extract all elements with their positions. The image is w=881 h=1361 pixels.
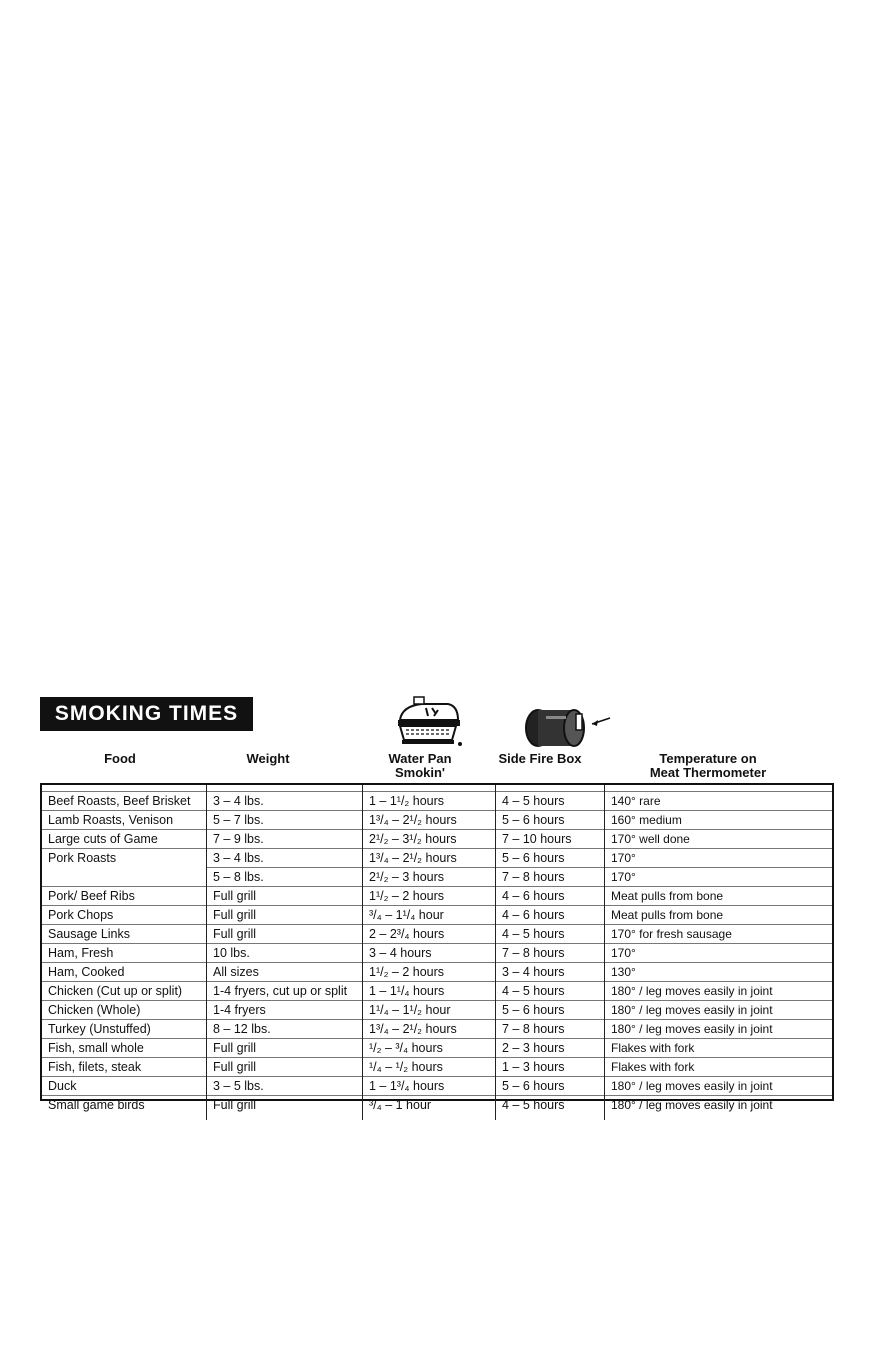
cell-weight: 3 – 4 lbs. bbox=[207, 792, 363, 811]
cell-food: Pork Chops bbox=[42, 906, 207, 925]
table-row bbox=[42, 925, 832, 944]
cell-food: Large cuts of Game bbox=[42, 830, 207, 849]
smoking-times-table bbox=[40, 783, 834, 1112]
cell-temp: Flakes with fork bbox=[605, 1039, 833, 1058]
water-pan-smoker-icon bbox=[392, 694, 464, 750]
cell-food bbox=[42, 868, 207, 887]
cell-temp: 180° / leg moves easily in joint bbox=[605, 1096, 833, 1115]
header-water-pan bbox=[370, 752, 470, 780]
cell-food: Ham, Fresh bbox=[42, 944, 207, 963]
header-temperature-line2: Meat Thermometer bbox=[649, 765, 767, 780]
table-row bbox=[42, 849, 832, 868]
header-water-pan-line1: Water Pan bbox=[388, 751, 452, 766]
cell-weight: 7 – 9 lbs. bbox=[207, 830, 363, 849]
header-food: Food bbox=[104, 751, 136, 766]
cell-temp: Meat pulls from bone bbox=[605, 906, 833, 925]
cell-food: Pork/ Beef Ribs bbox=[42, 887, 207, 906]
cell-water: 1 – 1³/₄ hours bbox=[363, 1077, 496, 1096]
cell-side: 2 – 3 hours bbox=[496, 1039, 605, 1058]
cell-temp: Flakes with fork bbox=[605, 1058, 833, 1077]
cell-food: Duck bbox=[42, 1077, 207, 1096]
cell-water: 2¹/₂ – 3¹/₂ hours bbox=[363, 830, 496, 849]
cell-weight: 3 – 5 lbs. bbox=[207, 1077, 363, 1096]
cell-weight: 10 lbs. bbox=[207, 944, 363, 963]
table-row bbox=[42, 1077, 832, 1096]
table-row bbox=[42, 944, 832, 963]
cell-weight: 5 – 8 lbs. bbox=[207, 868, 363, 887]
table-row bbox=[42, 1020, 832, 1039]
table-row bbox=[42, 792, 832, 811]
table-row bbox=[42, 982, 832, 1001]
cell-food: Chicken (Whole) bbox=[42, 1001, 207, 1020]
cell-weight: Full grill bbox=[207, 1058, 363, 1077]
cell-side: 4 – 5 hours bbox=[496, 1096, 605, 1115]
side-fire-box-icon bbox=[522, 706, 612, 750]
cell-temp: 180° / leg moves easily in joint bbox=[605, 1020, 833, 1039]
cell-weight: Full grill bbox=[207, 1039, 363, 1058]
cell-food: Sausage Links bbox=[42, 925, 207, 944]
table-row bbox=[42, 1039, 832, 1058]
cell-side: 5 – 6 hours bbox=[496, 849, 605, 868]
table-row bbox=[42, 963, 832, 982]
cell-side: 7 – 8 hours bbox=[496, 1020, 605, 1039]
table-row bbox=[42, 868, 832, 887]
cell-weight: 1-4 fryers bbox=[207, 1001, 363, 1020]
cell-side: 7 – 8 hours bbox=[496, 944, 605, 963]
cell-temp: 170° bbox=[605, 944, 833, 963]
cell-temp: 180° / leg moves easily in joint bbox=[605, 982, 833, 1001]
cell-side: 7 – 8 hours bbox=[496, 868, 605, 887]
cell-side: 4 – 5 hours bbox=[496, 925, 605, 944]
cell-temp: 160° medium bbox=[605, 811, 833, 830]
header-temperature-line1: Temperature on bbox=[659, 751, 757, 766]
cell-weight: All sizes bbox=[207, 963, 363, 982]
table-row bbox=[42, 830, 832, 849]
cell-weight: Full grill bbox=[207, 906, 363, 925]
cell-water: 2¹/₂ – 3 hours bbox=[363, 868, 496, 887]
cell-water: ³/₄ – 1 hour bbox=[363, 1096, 496, 1115]
cell-water: 1¹/₂ – 2 hours bbox=[363, 887, 496, 906]
cell-water: ¹/₂ – ³/₄ hours bbox=[363, 1039, 496, 1058]
table-bottom-padding bbox=[42, 1114, 832, 1120]
cell-temp: 170° well done bbox=[605, 830, 833, 849]
cell-food: Chicken (Cut up or split) bbox=[42, 982, 207, 1001]
cell-side: 4 – 5 hours bbox=[496, 982, 605, 1001]
cell-water: 1 – 1¹/₄ hours bbox=[363, 982, 496, 1001]
cell-food: Beef Roasts, Beef Brisket bbox=[42, 792, 207, 811]
header-weight: Weight bbox=[246, 751, 290, 766]
cell-weight: 3 – 4 lbs. bbox=[207, 849, 363, 868]
cell-weight: Full grill bbox=[207, 925, 363, 944]
cell-temp: 170° bbox=[605, 868, 833, 887]
header-water-pan-line2: Smokin' bbox=[394, 765, 446, 780]
cell-weight: Full grill bbox=[207, 887, 363, 906]
cell-weight: 1-4 fryers, cut up or split bbox=[207, 982, 363, 1001]
table-row bbox=[42, 1001, 832, 1020]
table-row bbox=[42, 811, 832, 830]
cell-temp: Meat pulls from bone bbox=[605, 887, 833, 906]
cell-water: 1¹/₄ – 1¹/₂ hour bbox=[363, 1001, 496, 1020]
cell-water: 1³/₄ – 2¹/₂ hours bbox=[363, 849, 496, 868]
cell-food: Fish, small whole bbox=[42, 1039, 207, 1058]
cell-water: ¹/₄ – ¹/₂ hours bbox=[363, 1058, 496, 1077]
smoking-times-banner: SMOKING TIMES bbox=[40, 697, 253, 731]
cell-side: 5 – 6 hours bbox=[496, 811, 605, 830]
cell-temp: 170° for fresh sausage bbox=[605, 925, 833, 944]
cell-side: 4 – 6 hours bbox=[496, 887, 605, 906]
cell-temp: 180° / leg moves easily in joint bbox=[605, 1001, 833, 1020]
cell-temp: 130° bbox=[605, 963, 833, 982]
cell-food: Fish, filets, steak bbox=[42, 1058, 207, 1077]
cell-water: 1³/₄ – 2¹/₂ hours bbox=[363, 1020, 496, 1039]
cell-food: Turkey (Unstuffed) bbox=[42, 1020, 207, 1039]
table-row bbox=[42, 1096, 832, 1115]
cell-side: 5 – 6 hours bbox=[496, 1077, 605, 1096]
cell-food: Pork Roasts bbox=[42, 849, 207, 868]
cell-water: 2 – 2³/₄ hours bbox=[363, 925, 496, 944]
cell-water: 3 – 4 hours bbox=[363, 944, 496, 963]
cell-weight: Full grill bbox=[207, 1096, 363, 1115]
cell-temp: 170° bbox=[605, 849, 833, 868]
cell-side: 5 – 6 hours bbox=[496, 1001, 605, 1020]
cell-water: ³/₄ – 1¹/₄ hour bbox=[363, 906, 496, 925]
cell-side: 3 – 4 hours bbox=[496, 963, 605, 982]
cell-side: 4 – 6 hours bbox=[496, 906, 605, 925]
cell-side: 7 – 10 hours bbox=[496, 830, 605, 849]
cell-food: Ham, Cooked bbox=[42, 963, 207, 982]
table-row bbox=[42, 887, 832, 906]
cell-food: Small game birds bbox=[42, 1096, 207, 1115]
table-row bbox=[42, 1058, 832, 1077]
header-side-fire-box: Side Fire Box bbox=[498, 751, 582, 766]
cell-side: 1 – 3 hours bbox=[496, 1058, 605, 1077]
cell-temp: 140° rare bbox=[605, 792, 833, 811]
table-row bbox=[42, 906, 832, 925]
cell-water: 1³/₄ – 2¹/₂ hours bbox=[363, 811, 496, 830]
header-temperature bbox=[628, 752, 788, 780]
cell-temp: 180° / leg moves easily in joint bbox=[605, 1077, 833, 1096]
cell-water: 1¹/₂ – 2 hours bbox=[363, 963, 496, 982]
cell-side: 4 – 5 hours bbox=[496, 792, 605, 811]
cell-food: Lamb Roasts, Venison bbox=[42, 811, 207, 830]
cell-weight: 8 – 12 lbs. bbox=[207, 1020, 363, 1039]
cell-water: 1 – 1¹/₂ hours bbox=[363, 792, 496, 811]
cell-weight: 5 – 7 lbs. bbox=[207, 811, 363, 830]
